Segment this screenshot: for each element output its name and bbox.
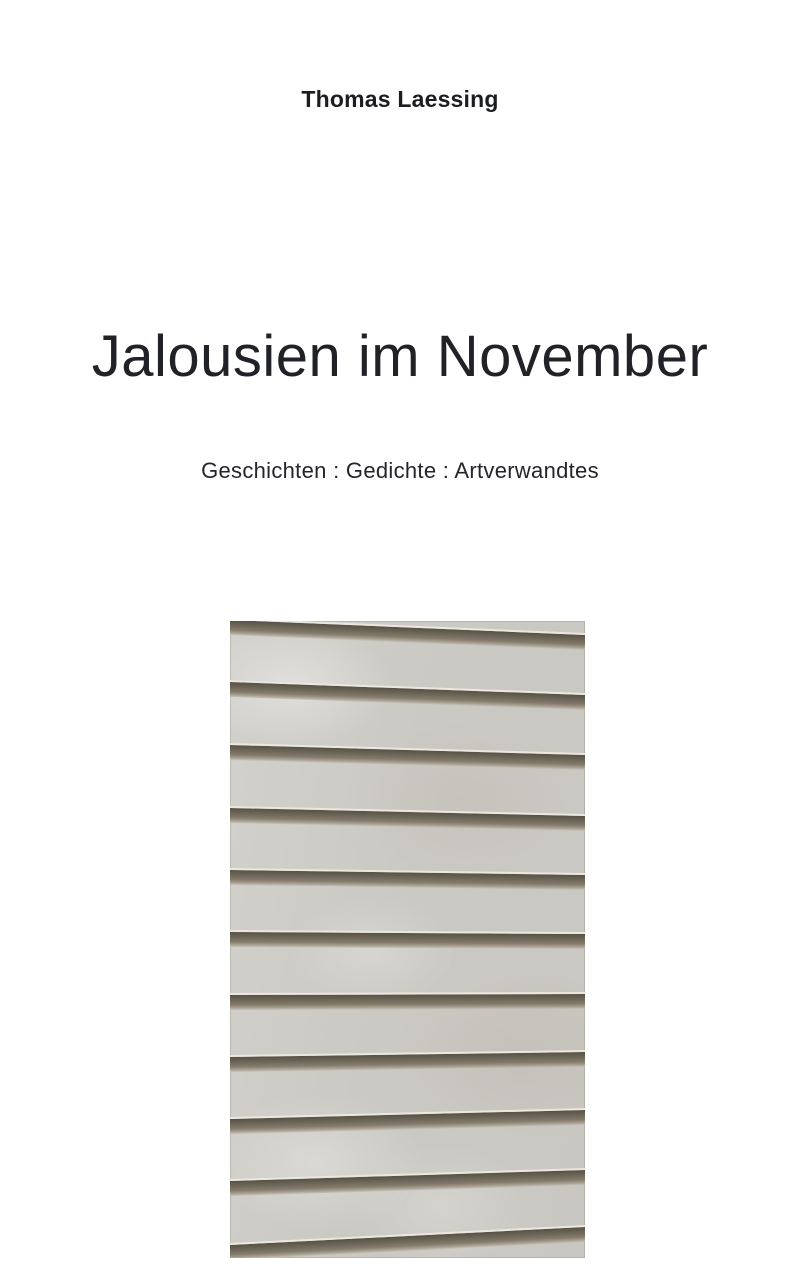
- book-title: Jalousien im November: [91, 324, 709, 389]
- blind-slat-gap: [230, 806, 585, 831]
- blind-slat-gap: [230, 868, 585, 890]
- blind-slat-gap: [230, 1050, 585, 1072]
- blind-slat-gap: [230, 621, 585, 650]
- book-subtitle: Geschichten : Gedichte : Artverwandtes: [201, 458, 599, 483]
- blind-slat-gap: [230, 1168, 585, 1196]
- blind-slat-gap: [230, 930, 585, 949]
- blind-slat-gap: [230, 680, 585, 710]
- author-name: Thomas Laessing: [301, 86, 499, 112]
- blinds-photo: [230, 621, 585, 1258]
- blind-slat-gap: [230, 1108, 585, 1134]
- blind-slat-gap: [230, 1225, 585, 1258]
- blind-slat-gap: [230, 992, 585, 1010]
- blind-slat-gap: [230, 743, 585, 770]
